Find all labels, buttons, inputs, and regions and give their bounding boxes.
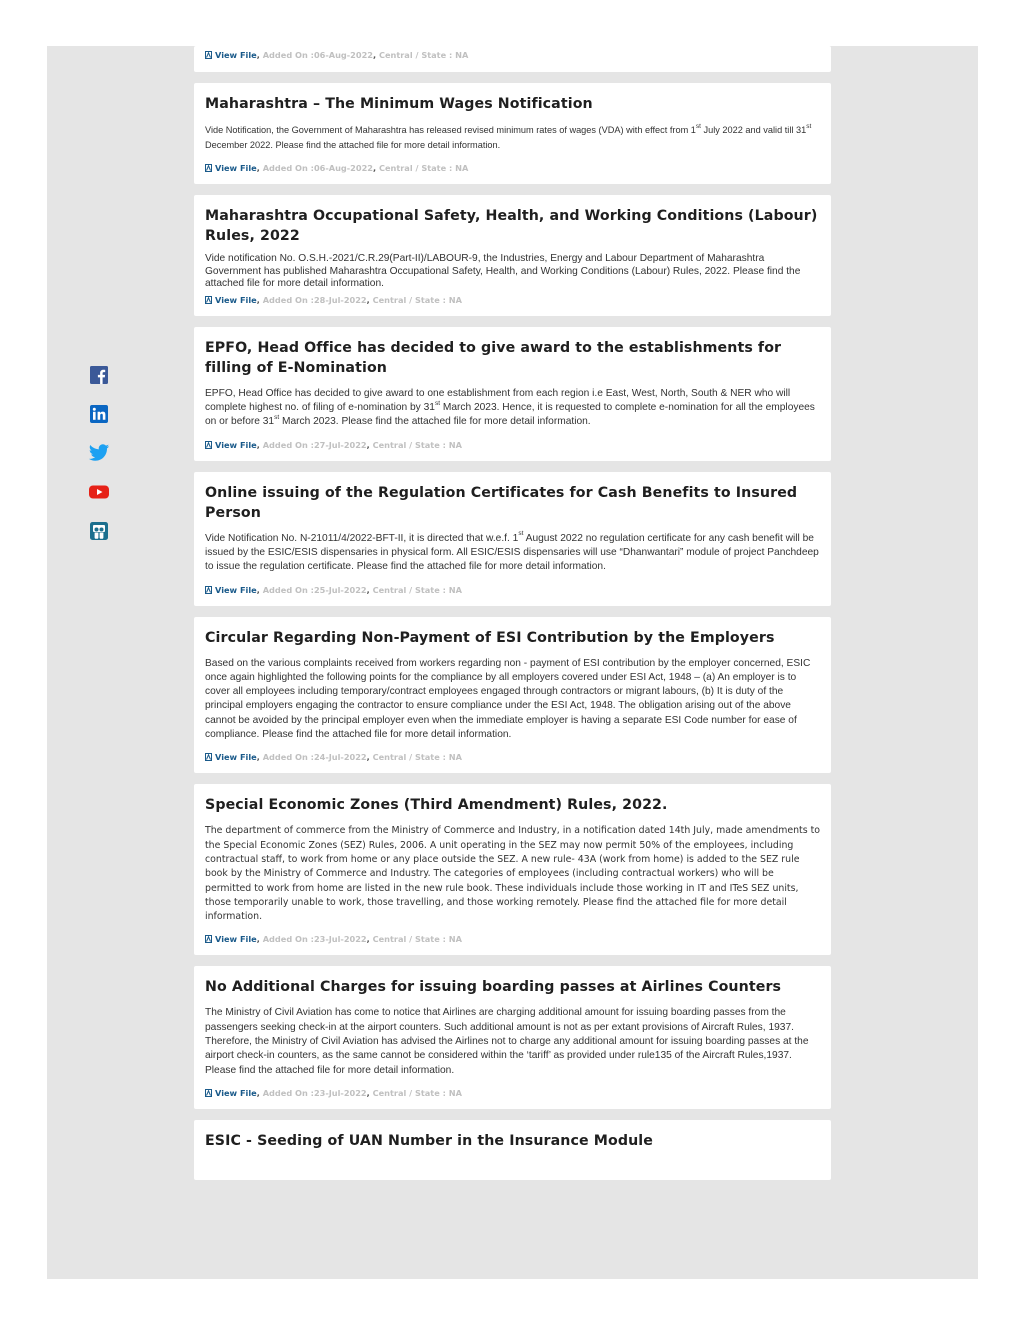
card-title[interactable]: Maharashtra – The Minimum Wages Notification bbox=[205, 96, 593, 112]
card-title[interactable]: Circular Regarding Non-Payment of ESI Contribution by the Employers bbox=[205, 629, 775, 646]
view-file-link[interactable]: View File bbox=[215, 1087, 257, 1098]
news-card bbox=[194, 966, 831, 1108]
news-card bbox=[194, 46, 831, 72]
news-card bbox=[194, 83, 831, 184]
news-card bbox=[194, 472, 831, 606]
card-title[interactable]: No Additional Charges for issuing boarding passes at Airlines Counters bbox=[205, 979, 782, 996]
youtube-icon[interactable] bbox=[88, 481, 110, 503]
added-on-date: Added On :23-Jul-2022 bbox=[262, 1087, 367, 1098]
card-title[interactable]: EPFO, Head Office has decided to give award to the establishments for filling of E-Nomination bbox=[205, 339, 782, 376]
central-state-label: Central / State : NA bbox=[372, 934, 462, 945]
news-card bbox=[194, 327, 831, 461]
card-body: The Ministry of Civil Aviation has come to notice that Airlines are charging additional amount for issuing boarding passes from the passengers seeking check-in at the airport counters. Such additional amount is not as per extant provisions of Aircraft Rules, 1937. Therefore, the Ministry of Civil Aviation has advised the Airlines not to charge any additional amount for issuing boarding passes at the airport check-in counters, as the same cannot be considered within the ‘tariff’ as provided under rule135 of the Aircraft Rules,1937. Please find the attached file for more detail information. bbox=[205, 1007, 809, 1076]
pdf-file-icon bbox=[205, 1089, 212, 1097]
central-state-label: Central / State : NA bbox=[372, 752, 462, 763]
view-file-link[interactable]: View File bbox=[215, 439, 257, 450]
central-state-label: Central / State : NA bbox=[372, 439, 462, 450]
pdf-file-icon bbox=[205, 935, 212, 943]
card-body: The department of commerce from the Ministry of Commerce and Industry, in a notification dated 14th July, made amendments to the Special Economic Zones (SEZ) Rules, 2006. A unit operating in the SEZ may now permit 50% of the employees, including contractual staff, to work from home or any place outside the SEZ. A new rule- 43A (work from home) is added to the SEZ rule book by the Ministry of Commerce and Industry. The categories of employees (including contractual workers) who will be permitted to work from home are listed in the new rule book. These individuals include those working in IT and ITeS SEZ units, those temporarily unable to work, those travelling, and those working remotely. Please find the attached file for more detail information. bbox=[205, 825, 820, 923]
view-file-link[interactable]: View File bbox=[215, 584, 257, 595]
card-meta: View File, Added On :23-Jul-2022, Central / State : NA bbox=[205, 924, 820, 955]
pdf-file-icon bbox=[205, 441, 212, 449]
central-state-label: Central / State : NA bbox=[372, 294, 462, 305]
slideshare-icon[interactable] bbox=[88, 520, 110, 542]
linkedin-icon[interactable] bbox=[88, 403, 110, 425]
news-card bbox=[194, 195, 831, 316]
view-file-link[interactable]: View File bbox=[215, 752, 257, 763]
card-body: Vide Notification No. N-21011/4/2022-BFT-II, it is directed that w.e.f. 1st August 2022 no regulation certificate for any cash benefit will be issued by the ESIC/ESIS dispensaries in physical form. All ESIC/ESIS dispensaries will use “Dhanwantari” module of project Panchdeep to issue the regulation certificate. Please find the attached file for more detail information. bbox=[205, 530, 819, 573]
card-title[interactable]: ESIC - Seeding of UAN Number in the Insurance Module bbox=[205, 1132, 653, 1149]
card-title[interactable]: Special Economic Zones (Third Amendment) Rules, 2022. bbox=[205, 797, 668, 814]
card-title[interactable]: Maharashtra Occupational Safety, Health, and Working Conditions (Labour) Rules, 2022 bbox=[205, 208, 818, 244]
pdf-file-icon bbox=[205, 753, 212, 761]
added-on-date: Added On :27-Jul-2022 bbox=[262, 439, 367, 450]
card-meta: View File, Added On :27-Jul-2022, Central / State : NA bbox=[205, 430, 820, 461]
card-meta: View File, Added On :06-Aug-2022, Central / State : NA bbox=[205, 49, 820, 61]
added-on-date: Added On :28-Jul-2022 bbox=[262, 294, 367, 305]
view-file-link[interactable]: View File bbox=[215, 50, 257, 60]
view-file-link[interactable]: View File bbox=[215, 163, 257, 173]
card-meta: View File, Added On :25-Jul-2022, Central / State : NA bbox=[205, 575, 820, 606]
pdf-file-icon bbox=[205, 164, 212, 172]
added-on-date: Added On :06-Aug-2022 bbox=[262, 50, 373, 60]
card-body: Vide Notification, the Government of Maharashtra has released revised minimum rates of wages (VDA) with effect from 1st July 2022 and valid till 31st December 2022. Please find the attached file for more detail information. bbox=[205, 122, 812, 150]
card-meta: View File, Added On :23-Jul-2022, Central / State : NA bbox=[205, 1078, 820, 1109]
view-file-link[interactable]: View File bbox=[215, 934, 257, 945]
added-on-date: Added On :24-Jul-2022 bbox=[262, 752, 367, 763]
facebook-icon[interactable] bbox=[88, 364, 110, 386]
card-meta: View File, Added On :24-Jul-2022, Central / State : NA bbox=[205, 742, 820, 773]
card-body: Vide notification No. O.S.H.-2021/C.R.29(Part-II)/LABOUR-9, the Industries, Energy and Labour Department of Maharashtra Government has published Maharashtra Occupational Safety, Health, and Working Conditions (Labour) Rules, 2022. Please find the attached file for more detail information. bbox=[205, 253, 801, 290]
added-on-date: Added On :06-Aug-2022 bbox=[262, 163, 373, 173]
added-on-date: Added On :25-Jul-2022 bbox=[262, 584, 367, 595]
social-sidebar bbox=[88, 364, 110, 559]
central-state-label: Central / State : NA bbox=[378, 163, 469, 173]
card-title[interactable]: Online issuing of the Regulation Certificates for Cash Benefits to Insured Person bbox=[205, 484, 798, 521]
twitter-icon[interactable] bbox=[88, 442, 110, 464]
added-on-date: Added On :23-Jul-2022 bbox=[262, 934, 367, 945]
pdf-file-icon bbox=[205, 51, 212, 59]
news-card bbox=[194, 617, 831, 774]
news-card bbox=[194, 1120, 831, 1180]
pdf-file-icon bbox=[205, 296, 212, 304]
news-card bbox=[194, 784, 831, 955]
news-feed bbox=[194, 46, 831, 1191]
card-body: EPFO, Head Office has decided to give award to one establishment from each region i.e East, West, North, South & NER who will complete highest no. of filing of e-nomination by 31st March 2023. Hence, it is requested to complete e-nomination for all the employees on or before 31st March 2023. Please find the attached file for more detail information. bbox=[205, 387, 815, 428]
view-file-link[interactable]: View File bbox=[215, 294, 257, 305]
card-meta: View File, Added On :28-Jul-2022, Central / State : NA bbox=[205, 291, 820, 316]
central-state-label: Central / State : NA bbox=[378, 50, 469, 60]
card-body: Based on the various complaints received from workers regarding non - payment of ESI contribution by the employer concerned, ESIC once again highlighted the following points for the compliance by all employers covered under ESI Act, 1948 – (a) An employer is to cover all employees including temporary/contract employees engaged through contractors or migrant labours, (b) It is duty of the principal employers engaging the contractor to ensure compliance under the ESI Act, 1948. The obligation arising out of the above cannot be avoided by the principal employer even when the immediate employer is having a separate ESI Code number for ease of compliance. Please find the attached file for more detail information. bbox=[205, 657, 811, 741]
pdf-file-icon bbox=[205, 586, 212, 594]
page-canvas bbox=[47, 46, 978, 1279]
central-state-label: Central / State : NA bbox=[372, 584, 462, 595]
card-meta: View File, Added On :06-Aug-2022, Central / State : NA bbox=[205, 153, 820, 184]
central-state-label: Central / State : NA bbox=[372, 1087, 462, 1098]
